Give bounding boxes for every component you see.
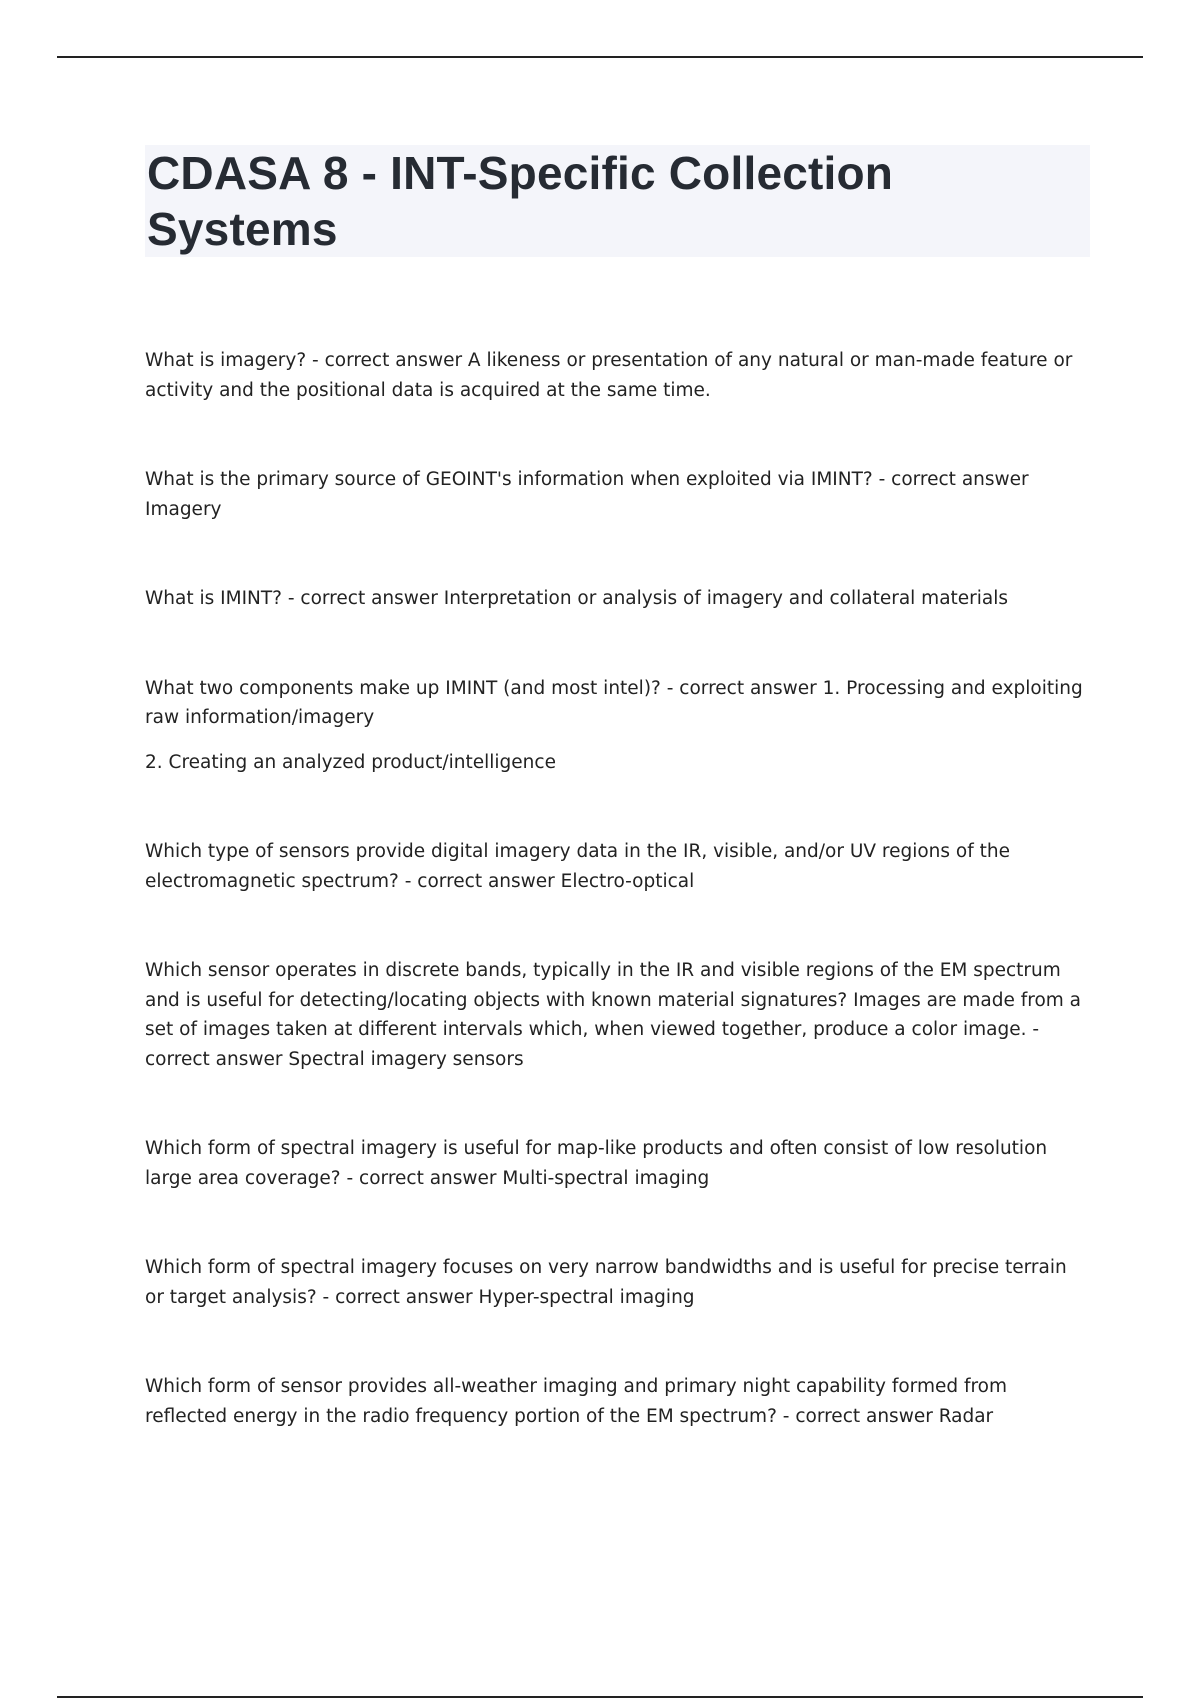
qa-item — [145, 1134, 1090, 1193]
qa-item — [145, 584, 1090, 614]
qa-text: What is IMINT? - correct answer Interpretation or analysis of imagery and collateral materials — [145, 588, 1009, 609]
qa-item — [145, 956, 1090, 1074]
qa-text: What two components make up IMINT (and most intel)? - correct answer 1. Processing and exploiting raw information/imagery — [145, 677, 1083, 728]
qa-text: What is the primary source of GEOINT's information when exploited via IMINT? - correct answer Imagery — [145, 469, 1029, 520]
qa-item — [145, 465, 1090, 524]
qa-item — [145, 837, 1090, 896]
bottom-divider — [57, 1696, 1143, 1698]
top-divider — [57, 56, 1143, 58]
qa-item — [145, 346, 1090, 405]
qa-text-continued: 2. Creating an analyzed product/intelligence — [145, 751, 556, 773]
qa-item — [145, 1372, 1090, 1431]
title-banner — [145, 145, 1090, 257]
qa-list — [145, 346, 1090, 1431]
qa-text: Which form of sensor provides all-weather imaging and primary night capability formed from reflected energy in the radio frequency portion of the EM spectrum? - correct answer Radar — [145, 1376, 1008, 1427]
page-title: CDASA 8 - INT-Specific Collection Systems — [147, 147, 894, 255]
qa-item — [145, 674, 1090, 778]
qa-text: What is imagery? - correct answer A likeness or presentation of any natural or man-made feature or activity and the positional data is acquired at the same time. — [145, 350, 1073, 401]
qa-text: Which type of sensors provide digital imagery data in the IR, visible, and/or UV regions of the electromagnetic spectrum? - correct answer Electro-optical — [145, 841, 1010, 892]
qa-item — [145, 1253, 1090, 1312]
qa-text: Which form of spectral imagery is useful for map-like products and often consist of low resolution large area coverage? - correct answer Multi-spectral imaging — [145, 1138, 1048, 1189]
qa-text: Which form of spectral imagery focuses on very narrow bandwidths and is useful for precise terrain or target analysis? - correct answer Hyper-spectral imaging — [145, 1257, 1067, 1308]
qa-text: Which sensor operates in discrete bands, typically in the IR and visible regions of the EM spectrum and is useful for detecting/locating objects with known material signatures? Images are made from a set of images taken at different intervals which, when viewed together, produce a color image. - correct answer Spectral imagery sensors — [145, 960, 1082, 1070]
